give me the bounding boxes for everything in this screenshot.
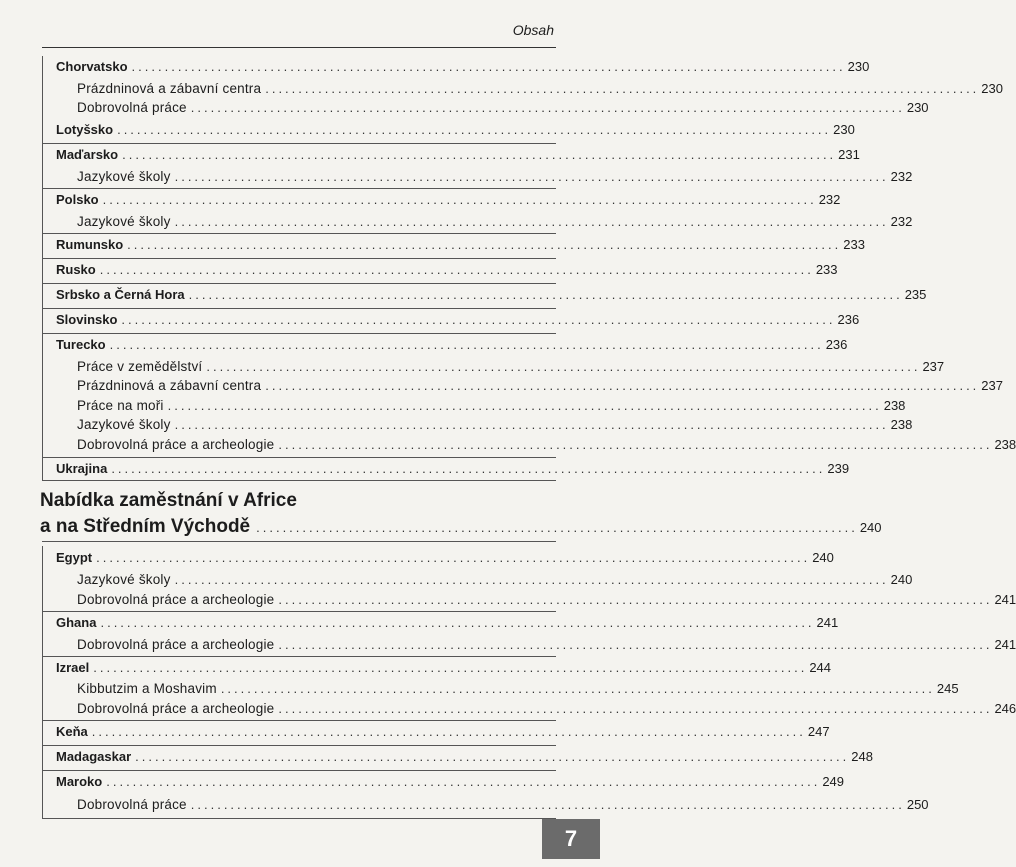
dot-leader: ........................................................................................... <box>256 520 858 535</box>
block-left-rule <box>42 233 43 258</box>
running-header: Obsah <box>512 22 554 38</box>
toc-entry-label: Madagaskar <box>56 749 132 764</box>
dot-leader: ............................................................................................................ <box>106 774 821 789</box>
toc-entry-label: Jazykové školy <box>77 169 171 184</box>
toc-entry-line <box>77 436 1016 454</box>
toc-entry-country[interactable] <box>0 261 838 279</box>
toc-entry-page-number: 232 <box>818 192 841 207</box>
toc-entry-subsection[interactable] <box>0 377 1003 395</box>
toc-entry-label: Dobrovolná práce a archeologie <box>77 437 275 452</box>
dot-leader: ............................................................................................................ <box>135 749 850 764</box>
block-left-rule <box>42 258 43 283</box>
toc-entry-page-number: 250 <box>906 797 929 812</box>
toc-entry-page-number: 232 <box>890 169 913 184</box>
block-separator <box>42 233 556 234</box>
toc-entry-label: Dobrovolná práce a archeologie <box>77 701 275 716</box>
block-left-rule <box>42 56 43 143</box>
dot-leader: ............................................................................................................ <box>102 192 817 207</box>
toc-entry-page-number: 230 <box>847 59 870 74</box>
dot-leader: ............................................................................................................ <box>167 398 882 413</box>
toc-entry-page-number: 235 <box>904 287 927 302</box>
toc-entry-label: Dobrovolná práce a archeologie <box>77 637 275 652</box>
dot-leader: ............................................................................................................ <box>99 262 814 277</box>
toc-entry-label: Lotyšsko <box>56 122 114 137</box>
block-left-rule <box>42 143 43 188</box>
block-separator <box>42 745 556 746</box>
toc-entry-subsection[interactable] <box>0 636 1016 654</box>
toc-entry-line <box>56 614 839 632</box>
toc-entry-subsection[interactable] <box>0 436 1016 454</box>
toc-entry-country[interactable] <box>0 773 845 791</box>
dot-leader: ............................................................................................................ <box>91 724 806 739</box>
dot-leader: ............................................................................................................ <box>174 572 889 587</box>
block-separator <box>42 457 556 458</box>
toc-entry-page-number: 237 <box>981 378 1003 393</box>
toc-entry-line <box>77 358 945 376</box>
toc-entry-page-number: 240 <box>890 572 913 587</box>
dot-leader: ............................................................................................................ <box>122 147 837 162</box>
section-rule <box>42 541 556 542</box>
toc-entry-label: Polsko <box>56 192 99 207</box>
dot-leader: ............................................................................................................ <box>220 681 935 696</box>
toc-entry-label: Izrael <box>56 660 90 675</box>
toc-entry-line <box>77 571 913 589</box>
toc-entry-country[interactable] <box>0 614 839 632</box>
section-heading-label: a na Středním Východě <box>40 516 251 537</box>
toc-entry-label: Ghana <box>56 615 97 630</box>
toc-entry-line <box>56 723 830 741</box>
toc-entry-page-number: 241 <box>994 592 1016 607</box>
block-separator <box>42 480 556 481</box>
dot-leader: ............................................................................................................ <box>174 214 889 229</box>
dot-leader: ............................................................................................................ <box>121 312 836 327</box>
toc-entry-page-number: 238 <box>994 437 1016 452</box>
toc-entry-page-number: 233 <box>843 237 865 252</box>
dot-leader: ............................................................................................................ <box>278 437 993 452</box>
toc-entry-country[interactable] <box>0 723 830 741</box>
toc-entry-country[interactable] <box>0 336 848 354</box>
toc-entry-page-number: 232 <box>890 214 913 229</box>
toc-entry-line <box>56 460 850 478</box>
block-separator <box>42 611 556 612</box>
toc-entry-page-number: 236 <box>825 337 848 352</box>
toc-entry-label: Rusko <box>56 262 96 277</box>
toc-entry-label: Kibbutzim a Moshavim <box>77 681 217 696</box>
toc-entry-label: Prázdninová a zábavní centra <box>77 378 262 393</box>
block-separator <box>42 656 556 657</box>
toc-entry-page-number: 237 <box>922 359 945 374</box>
toc-entry-page-number: 247 <box>807 724 830 739</box>
block-separator <box>42 283 556 284</box>
toc-entry-country[interactable] <box>0 748 873 766</box>
toc-entry-line <box>56 549 834 567</box>
block-separator <box>42 818 556 819</box>
toc-entry-subsection[interactable] <box>0 99 929 117</box>
toc-entry-label: Chorvatsko <box>56 59 128 74</box>
dot-leader: ............................................................................................................ <box>93 660 808 675</box>
dot-leader: ............................................................................................................ <box>190 797 905 812</box>
dot-leader: ............................................................................................................ <box>127 237 842 252</box>
toc-entry-label: Egypt <box>56 550 93 565</box>
toc-entry-country[interactable] <box>0 146 860 164</box>
dot-leader: ............................................................................................................ <box>265 378 980 393</box>
toc-entry-label: Rumunsko <box>56 237 124 252</box>
block-left-rule <box>42 720 43 745</box>
toc-entry-page-number: 236 <box>837 312 860 327</box>
toc-entry-label: Srbsko a Černá Hora <box>56 287 185 302</box>
dot-leader: ............................................................................................................ <box>131 59 846 74</box>
toc-entry-label: Práce na moři <box>77 398 164 413</box>
block-left-rule <box>42 457 43 480</box>
toc-entry-subsection[interactable] <box>0 358 945 376</box>
toc-entry-subsection[interactable] <box>0 796 929 814</box>
toc-entry-page-number: 241 <box>816 615 839 630</box>
toc-entry-line <box>56 191 841 209</box>
section-heading-line2[interactable] <box>40 515 882 539</box>
toc-entry-line <box>56 236 865 254</box>
toc-entry-country[interactable] <box>0 659 832 677</box>
block-separator <box>42 143 556 144</box>
toc-entry-subsection[interactable] <box>0 416 913 434</box>
block-left-rule <box>42 745 43 770</box>
dot-leader: ............................................................................................................ <box>117 122 832 137</box>
toc-entry-line <box>77 213 913 231</box>
toc-entry-page-number: 239 <box>827 461 850 476</box>
toc-entry-page-number: 230 <box>833 122 855 137</box>
toc-entry-subsection[interactable] <box>0 397 906 415</box>
dot-leader: ............................................................................................................ <box>96 550 811 565</box>
toc-entry-label: Slovinsko <box>56 312 118 327</box>
toc-entry-label: Jazykové školy <box>77 572 171 587</box>
block-separator <box>42 770 556 771</box>
page-number-tab: 7 <box>542 819 600 859</box>
toc-entry-subsection[interactable] <box>0 571 913 589</box>
toc-entry-page-number: 230 <box>906 100 929 115</box>
dot-leader: ............................................................................................................ <box>278 592 993 607</box>
toc-entry-page-number: 233 <box>815 262 838 277</box>
toc-entry-country[interactable] <box>0 121 855 139</box>
dot-leader: ............................................................................................................ <box>174 169 889 184</box>
toc-entry-subsection[interactable] <box>0 700 1016 718</box>
toc-entry-page-number: 240 <box>812 550 834 565</box>
toc-entry-line <box>77 591 1016 609</box>
toc-entry-page-number: 244 <box>809 660 832 675</box>
toc-entry-subsection[interactable] <box>0 213 913 231</box>
dot-leader: ............................................................................................................ <box>278 701 993 716</box>
toc-entry-line <box>56 659 832 677</box>
toc-entry-page-number: 246 <box>994 701 1016 716</box>
toc-entry-line <box>56 336 848 354</box>
toc-entry-label: Maďarsko <box>56 147 119 162</box>
toc-entry-line <box>56 773 845 791</box>
toc-entry-label: Práce v zemědělství <box>77 359 203 374</box>
toc-entry-subsection[interactable] <box>0 591 1016 609</box>
toc-entry-label: Prázdninová a zábavní centra <box>77 81 262 96</box>
toc-entry-line <box>56 121 855 139</box>
dot-leader: ............................................................................................................ <box>206 359 921 374</box>
toc-entry-line <box>56 146 860 164</box>
toc-entry-label: Jazykové školy <box>77 214 171 229</box>
toc-entry-line <box>77 416 913 434</box>
toc-entry-line <box>77 377 1003 395</box>
toc-entry-page-number: 241 <box>994 637 1016 652</box>
block-separator <box>42 720 556 721</box>
toc-entry-line <box>77 397 906 415</box>
block-left-rule <box>42 333 43 457</box>
toc-entry-label: Turecko <box>56 337 106 352</box>
toc-entry-line <box>77 80 1003 98</box>
toc-entry-line <box>77 680 959 698</box>
toc-entry-label: Keňa <box>56 724 88 739</box>
toc-entry-label: Dobrovolná práce <box>77 100 187 115</box>
toc-entry-page-number: 238 <box>890 417 913 432</box>
toc-entry-line <box>77 796 929 814</box>
block-separator <box>42 308 556 309</box>
block-left-rule <box>42 656 43 720</box>
block-left-rule <box>42 546 43 611</box>
section-page-number: 240 <box>859 520 882 535</box>
block-left-rule <box>42 770 43 818</box>
toc-entry-country[interactable] <box>0 286 927 304</box>
toc-entry-page-number: 245 <box>936 681 959 696</box>
toc-entry-country[interactable] <box>0 191 841 209</box>
toc-entry-label: Dobrovolná práce <box>77 797 187 812</box>
block-left-rule <box>42 308 43 333</box>
toc-entry-country[interactable] <box>0 236 865 254</box>
toc-entry-page-number: 231 <box>838 147 860 162</box>
toc-entry-label: Jazykové školy <box>77 417 171 432</box>
toc-entry-country[interactable] <box>0 58 870 76</box>
dot-leader: ............................................................................................................ <box>190 100 905 115</box>
toc-entry-page-number: 248 <box>851 749 873 764</box>
dot-leader: ............................................................................................................ <box>265 81 980 96</box>
toc-entry-line <box>77 700 1016 718</box>
toc-entry-page-number: 230 <box>981 81 1003 96</box>
dot-leader: ............................................................................................................ <box>111 461 826 476</box>
block-left-rule <box>42 283 43 308</box>
dot-leader: ............................................................................................................ <box>174 417 889 432</box>
toc-entry-subsection[interactable] <box>0 168 913 186</box>
toc-entry-country[interactable] <box>0 460 850 478</box>
toc-entry-country[interactable] <box>0 549 834 567</box>
dot-leader: ............................................................................................................ <box>278 637 993 652</box>
block-separator <box>42 188 556 189</box>
section-heading-line1: Nabídka zaměstnání v Africe <box>40 490 297 511</box>
toc-entry-country[interactable] <box>0 311 860 329</box>
block-separator <box>42 258 556 259</box>
toc-entry-line <box>77 168 913 186</box>
dot-leader: ............................................................................................................ <box>109 337 824 352</box>
toc-entry-line <box>56 58 870 76</box>
toc-entry-line <box>56 261 838 279</box>
toc-entry-label: Maroko <box>56 774 103 789</box>
dot-leader: ............................................................................................................ <box>100 615 815 630</box>
block-left-rule <box>42 188 43 233</box>
toc-entry-page-number: 249 <box>822 774 845 789</box>
toc-entry-subsection[interactable] <box>0 680 959 698</box>
dot-leader: ............................................................................................................ <box>188 287 903 302</box>
toc-entry-subsection[interactable] <box>0 80 1003 98</box>
toc-entry-line <box>56 748 873 766</box>
toc-entry-label: Dobrovolná práce a archeologie <box>77 592 275 607</box>
toc-entry-line <box>77 99 929 117</box>
toc-entry-line <box>56 286 927 304</box>
toc-entry-line <box>56 311 860 329</box>
toc-entry-line <box>77 636 1016 654</box>
block-separator <box>42 333 556 334</box>
header-rule <box>42 47 556 48</box>
toc-entry-label: Ukrajina <box>56 461 108 476</box>
toc-entry-page-number: 238 <box>883 398 906 413</box>
block-left-rule <box>42 611 43 656</box>
